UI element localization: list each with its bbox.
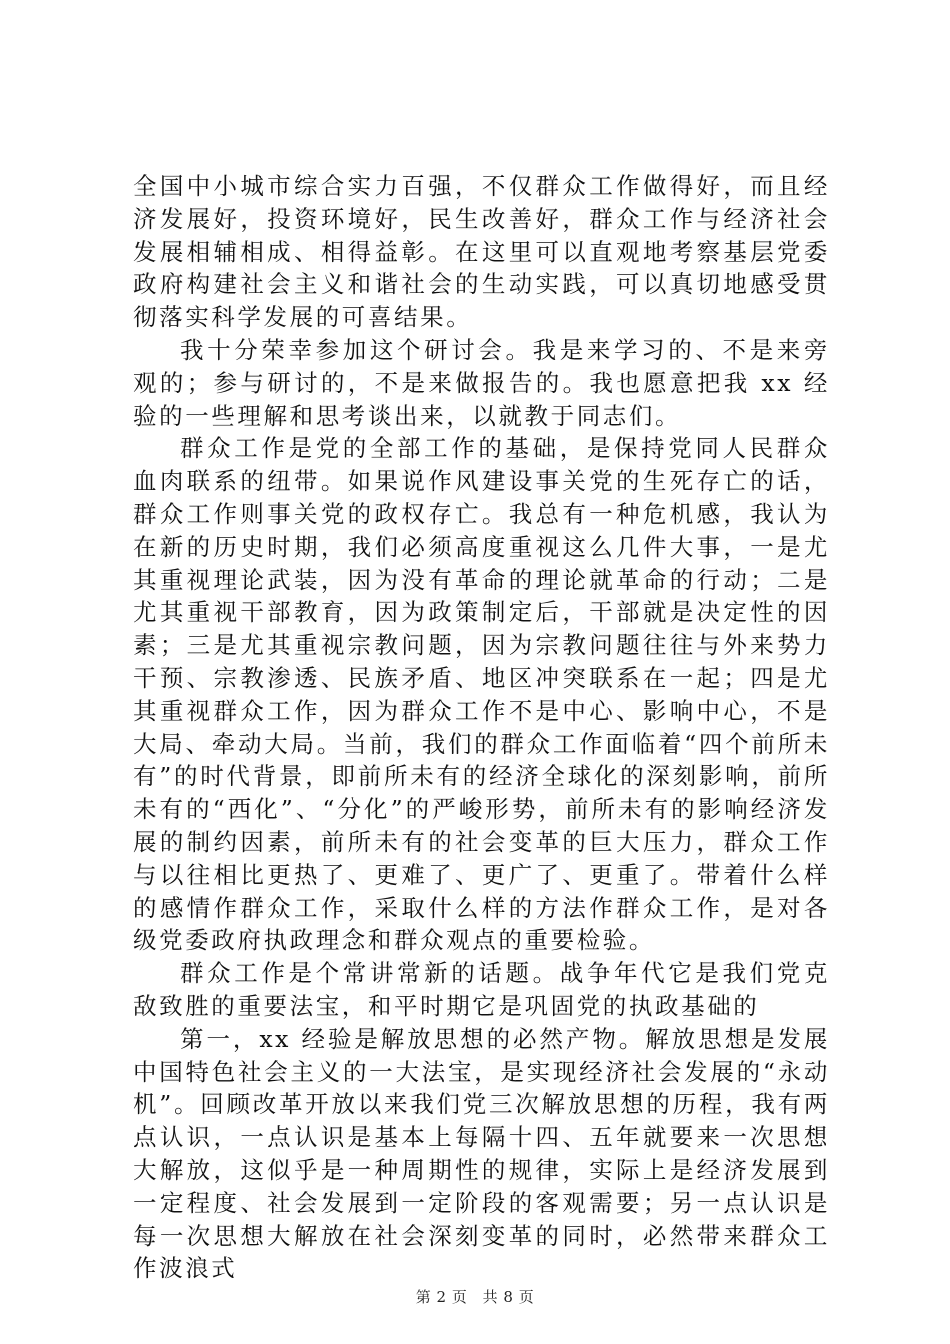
document-body [133, 170, 830, 1285]
paragraph: 群众工作是个常讲常新的话题。战争年代它是我们党克敌致胜的重要法宝，和平时期它是巩固党的执政基础的 [133, 959, 830, 1020]
paragraph: 我十分荣幸参加这个研讨会。我是来学习的、不是来旁观的；参与研讨的，不是来做报告的。我也愿意把我 xx 经验的一些理解和思考谈出来，以就教于同志们。 [133, 335, 830, 430]
paragraph: 群众工作是党的全部工作的基础，是保持党同人民群众血肉联系的纽带。如果说作风建设事关党的生死存亡的话，群众工作则事关党的政权存亡。我总有一种危机感，我认为在新的历史时期，我们必须高度重视这么几件大事，一是尤其重视理论武装，因为没有革命的理论就革命的行动；二是尤其重视干部教育，因为政策制定后，干部就是决定性的因素；三是尤其重视宗教问题，因为宗教问题往往与外来势力干预、宗教渗透、民族矛盾、地区冲突联系在一起；四是尤其重视群众工作，因为群众工作不是中心、影响中心，不是大局、牵动大局。当前，我们的群众工作面临着“四个前所未有”的时代背景，即前所未有的经济全球化的深刻影响，前所未有的“西化”、“分化”的严峻形势，前所未有的影响经济发展的制约因素，前所未有的社会变革的巨大压力，群众工作与以往相比更热了、更难了、更广了、更重了。带着什么样的感情作群众工作，采取什么样的方法作群众工作，是对各级党委政府执政理念和群众观点的重要检验。 [133, 434, 830, 955]
page-number: 第 2 页 [415, 1288, 468, 1306]
paragraph: 第一，xx 经验是解放思想的必然产物。解放思想是发展中国特色社会主义的一大法宝，是实现经济社会发展的“永动机”。回顾改革开放以来我们党三次解放思想的历程，我有两点认识，一点认识是基本上每隔十四、五年就要来一次思想大解放，这似乎是一种周期性的规律，实际上是经济发展到一定程度、社会发展到一定阶段的客观需要；另一点认识是每一次思想大解放在社会深刻变革的同时，必然带来群众工作波浪式 [133, 1024, 830, 1283]
page-footer [0, 1286, 950, 1307]
paragraph-continuation: 全国中小城市综合实力百强，不仅群众工作做得好，而且经济发展好，投资环境好，民生改善好，群众工作与经济社会发展相辅相成、相得益彰。在这里可以直观地考察基层党委政府构建社会主义和谐社会的生动实践，可以真切地感受贯彻落实科学发展的可喜结果。 [133, 172, 830, 332]
page-total: 共 8 页 [482, 1288, 535, 1306]
